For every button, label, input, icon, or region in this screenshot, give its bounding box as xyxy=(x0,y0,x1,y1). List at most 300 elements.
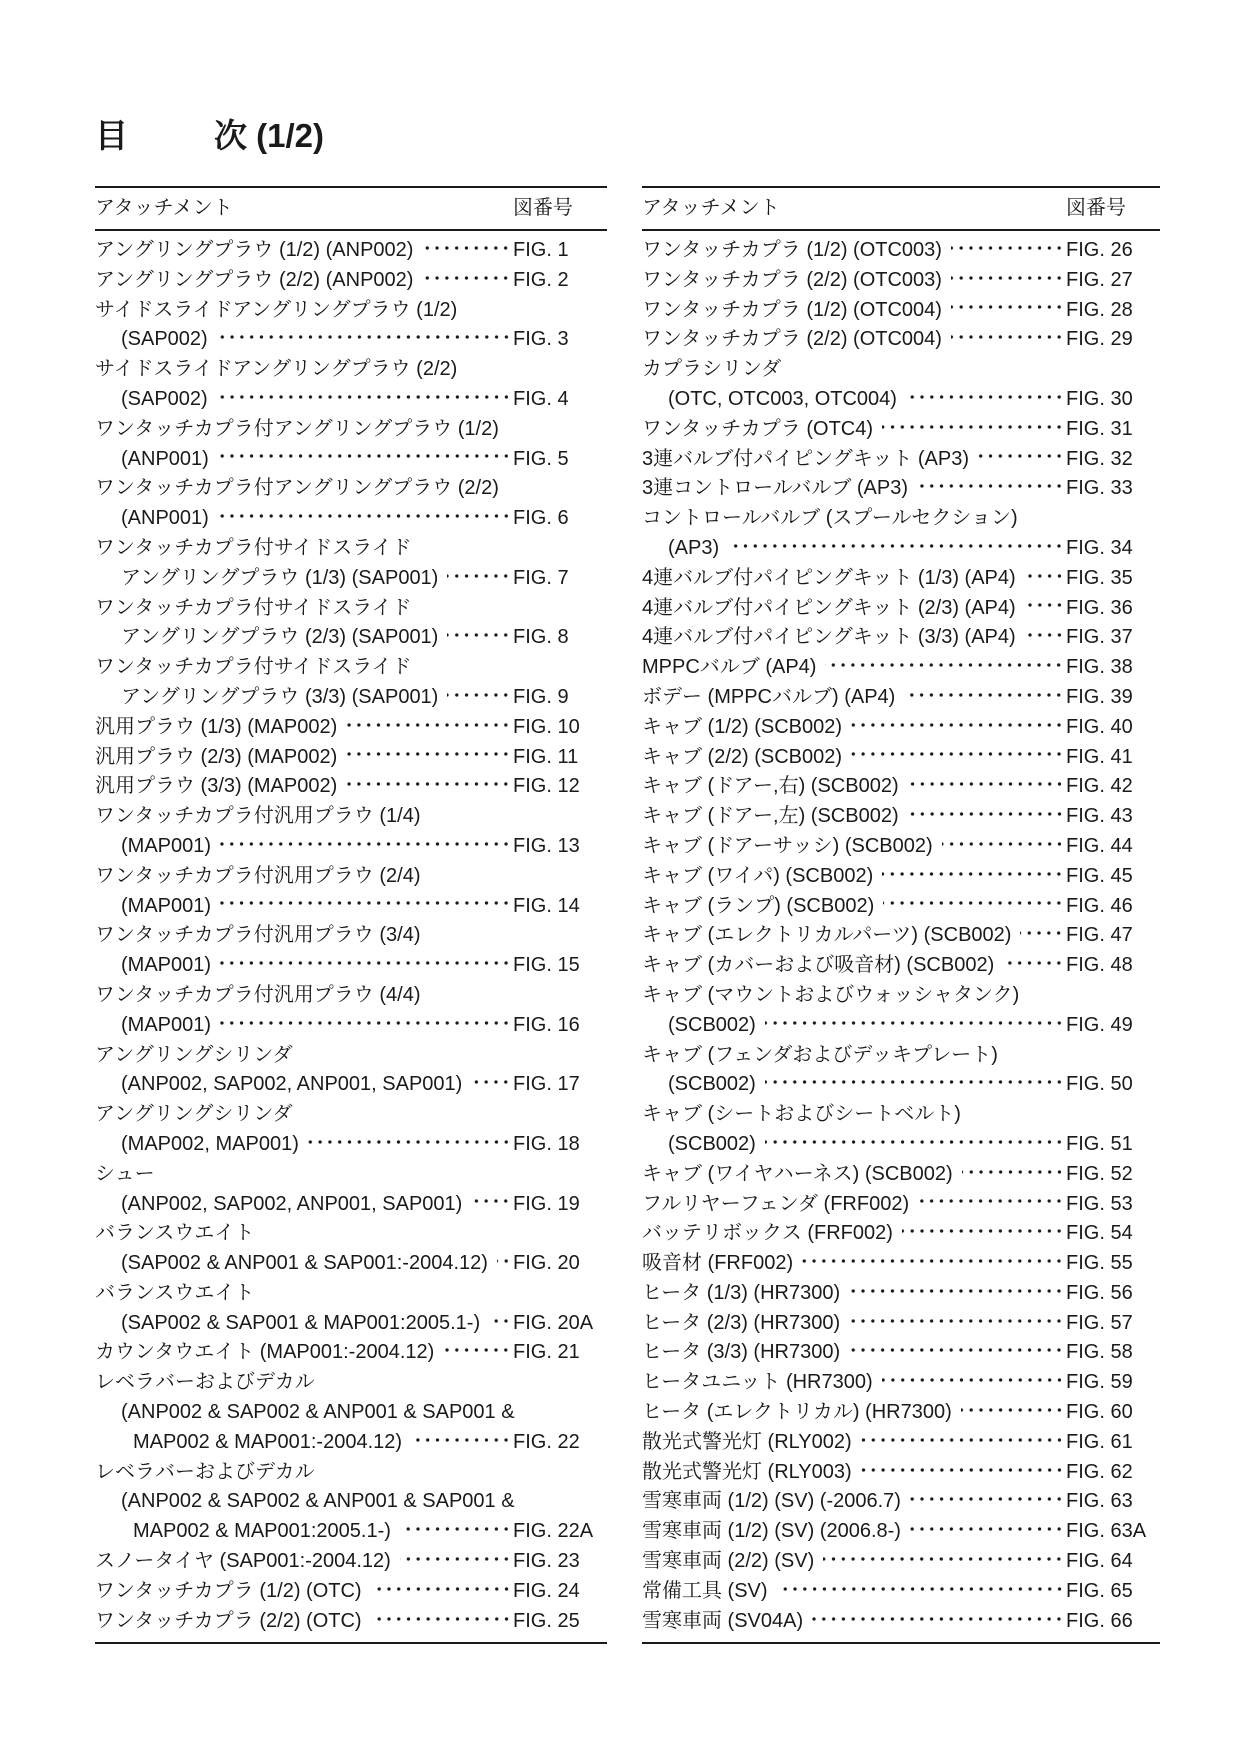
toc-entry xyxy=(642,951,1160,981)
toc-entry-line xyxy=(95,1577,607,1607)
toc-entry-line xyxy=(642,1011,1160,1041)
toc-entry-line xyxy=(642,1130,1160,1160)
toc-entry xyxy=(95,1100,607,1160)
toc-entry-line xyxy=(642,862,1160,892)
toc-entry-line xyxy=(642,653,1160,683)
fig-number: FIG. 38 xyxy=(1066,656,1133,679)
dot-leader xyxy=(447,693,511,697)
toc-entry-line xyxy=(95,743,607,773)
toc-entry-line xyxy=(642,683,1160,713)
entry-text: ワンタッチカプラ付汎用プラウ (2/4) xyxy=(95,864,421,887)
toc-entry-line xyxy=(642,1517,1160,1547)
entry-text: (ANP002 & SAP002 & ANP001 & SAP001 & xyxy=(121,1401,515,1424)
toc-entry-line xyxy=(95,862,607,892)
fig-number: FIG. 21 xyxy=(513,1341,580,1364)
fig-number: FIG. 29 xyxy=(1066,328,1133,351)
toc-entry xyxy=(95,921,607,981)
dot-leader xyxy=(471,1080,511,1084)
toc-entry xyxy=(642,445,1160,475)
toc-entry-line xyxy=(95,1041,607,1071)
entry-text: (SCB002) xyxy=(668,1132,756,1155)
toc-entry-line xyxy=(95,1219,607,1249)
toc-entry-line xyxy=(95,355,607,385)
entry-text: アングリングプラウ (1/2) (ANP002) xyxy=(95,239,414,261)
fig-number: FIG. 46 xyxy=(1066,894,1133,917)
entry-text: (ANP001) xyxy=(121,507,209,530)
toc-entry-line xyxy=(642,236,1160,266)
fig-number: FIG. 62 xyxy=(1066,1460,1133,1483)
entry-text: キャブ (1/2) (SCB002) xyxy=(642,715,843,738)
entry-text: ワンタッチカプラ付アングリングプラウ (1/2) xyxy=(95,417,499,440)
entry-text: (SAP002 & ANP001 & SAP001:-2004.12) xyxy=(121,1252,488,1275)
dot-leader xyxy=(823,1557,1064,1561)
dot-leader xyxy=(220,842,511,846)
entry-text: (MAP001) xyxy=(121,954,212,977)
entry-text: 吸音材 (FRF002) xyxy=(642,1252,794,1275)
toc-entry xyxy=(642,1100,1160,1160)
entry-text: (OTC, OTC003, OTC004) xyxy=(668,387,897,410)
toc-entry xyxy=(642,832,1160,862)
entry-text: アングリングプラウ (3/3) (SAP001) xyxy=(121,685,439,708)
entry-text: キャブ (シートおよびシートベルト) xyxy=(642,1103,961,1126)
toc-entry-line xyxy=(95,1547,607,1577)
dot-leader xyxy=(777,1587,1064,1591)
toc-entry xyxy=(642,892,1160,922)
toc-entry xyxy=(95,236,607,266)
dot-leader xyxy=(1025,574,1064,578)
toc-entry xyxy=(642,594,1160,624)
entry-text: (ANP002, SAP002, ANP001, SAP001) xyxy=(121,1192,463,1215)
toc-entry-line xyxy=(95,1249,607,1279)
entry-text: (SAP002) xyxy=(121,328,208,351)
dot-leader xyxy=(910,1527,1064,1531)
entry-text: キャブ (ドアー,右) (SCB002) xyxy=(642,775,899,798)
toc-entry xyxy=(642,474,1160,504)
toc-entry-line xyxy=(95,1428,607,1458)
fig-number: FIG. 59 xyxy=(1066,1371,1133,1394)
fig-number: FIG. 14 xyxy=(513,894,580,917)
dot-leader xyxy=(471,1199,511,1203)
entry-text: (AP3) xyxy=(668,536,720,559)
entry-text: ワンタッチカプラ (2/2) (OTC004) xyxy=(642,328,942,351)
toc-entry xyxy=(642,1190,1160,1220)
dot-leader xyxy=(849,1289,1064,1293)
dot-leader xyxy=(765,1080,1064,1084)
toc-entry-line xyxy=(642,921,1160,951)
toc-entry-line xyxy=(642,1160,1160,1190)
fig-number: FIG. 52 xyxy=(1066,1162,1133,1185)
toc-entry xyxy=(642,1279,1160,1309)
entry-text: キャブ (ワイパ) (SCB002) xyxy=(642,864,874,887)
dot-leader xyxy=(951,305,1064,309)
fig-number: FIG. 41 xyxy=(1066,745,1133,768)
entry-text: 雪寒車両 (SV04A) xyxy=(642,1609,804,1632)
fig-number: FIG. 55 xyxy=(1066,1252,1133,1275)
fig-number: FIG. 23 xyxy=(513,1550,580,1573)
toc-entry-line xyxy=(642,1428,1160,1458)
fig-number: FIG. 36 xyxy=(1066,596,1133,619)
entry-text: 雪寒車両 (2/2) (SV) xyxy=(642,1550,815,1573)
dot-leader xyxy=(346,752,511,756)
entry-text: ワンタッチカプラ (1/2) (OTC004) xyxy=(642,298,942,321)
toc-entry-line xyxy=(642,1041,1160,1071)
dot-leader xyxy=(904,693,1064,697)
toc-column-right xyxy=(642,186,1160,1644)
toc-entry-line xyxy=(642,1279,1160,1309)
toc-entry xyxy=(95,296,607,356)
fig-number: FIG. 26 xyxy=(1066,239,1133,261)
entry-text: ワンタッチカプラ付アングリングプラウ (2/2) xyxy=(95,477,499,500)
fig-number: FIG. 10 xyxy=(513,715,580,738)
toc-entry-line xyxy=(642,951,1160,981)
toc-entry-line xyxy=(642,385,1160,415)
dot-leader xyxy=(400,1557,511,1561)
toc-entry-line xyxy=(95,445,607,475)
entry-text: (MAP001) xyxy=(121,834,212,857)
entry-text: 散光式警光灯 (RLY003) xyxy=(642,1460,852,1483)
fig-number: FIG. 42 xyxy=(1066,775,1133,798)
entry-text: サイドスライドアングリングプラウ (2/2) xyxy=(95,358,458,381)
dot-leader xyxy=(812,1617,1064,1621)
entry-text: アングリングプラウ (1/3) (SAP001) xyxy=(121,566,439,589)
entry-text: 雪寒車両 (1/2) (SV) (2006.8-) xyxy=(642,1520,901,1543)
toc-entry xyxy=(95,981,607,1041)
toc-entry xyxy=(642,862,1160,892)
dot-leader xyxy=(346,723,511,727)
toc-entry xyxy=(95,1219,607,1279)
toc-entry xyxy=(642,1428,1160,1458)
entry-text: アングリングプラウ (2/3) (SAP001) xyxy=(121,626,439,649)
entry-text: アングリングシリンダ xyxy=(95,1103,293,1126)
entry-text: キャブ (2/2) (SCB002) xyxy=(642,745,843,768)
entry-text: 3連バルブ付パイピングキット (AP3) xyxy=(642,447,970,470)
entry-text: キャブ (フェンダおよびデッキプレート) xyxy=(642,1043,998,1066)
dot-leader xyxy=(443,1348,511,1352)
entry-text: ワンタッチカプラ付汎用プラウ (1/4) xyxy=(95,805,421,828)
toc-entry xyxy=(642,623,1160,653)
fig-number: FIG. 35 xyxy=(1066,566,1133,589)
toc-entry xyxy=(642,504,1160,564)
entry-text: ヒータ (3/3) (HR7300) xyxy=(642,1341,841,1364)
toc-entry xyxy=(642,1338,1160,1368)
toc-entry-line xyxy=(95,892,607,922)
fig-number: FIG. 4 xyxy=(513,387,569,410)
dot-leader xyxy=(1025,633,1064,637)
entry-text: バランスウエイト xyxy=(95,1281,255,1304)
dot-leader xyxy=(849,1348,1064,1352)
dot-leader xyxy=(217,395,511,399)
dot-leader xyxy=(951,276,1064,280)
entry-text: キャブ (ドアー,左) (SCB002) xyxy=(642,805,899,828)
fig-number: FIG. 48 xyxy=(1066,954,1133,977)
dot-leader xyxy=(951,246,1064,250)
toc-entry-line xyxy=(95,1368,607,1398)
toc-entry-line xyxy=(642,1458,1160,1488)
dot-leader xyxy=(825,663,1064,667)
toc-entry-line xyxy=(642,1249,1160,1279)
entry-text: MAP002 & MAP001:-2004.12) xyxy=(133,1430,403,1453)
fig-number: FIG. 20A xyxy=(513,1311,594,1334)
entry-text: (SCB002) xyxy=(668,1073,756,1096)
column-header xyxy=(642,188,1160,231)
toc-entry-line xyxy=(642,534,1160,564)
toc-entry xyxy=(95,355,607,415)
toc-entry-line xyxy=(642,1309,1160,1339)
toc-entry xyxy=(95,743,607,773)
entry-text: バランスウエイト xyxy=(95,1222,255,1245)
dot-leader xyxy=(951,335,1064,339)
fig-number: FIG. 56 xyxy=(1066,1281,1133,1304)
toc-entry-line xyxy=(95,713,607,743)
toc-entry-line xyxy=(95,236,607,266)
toc-entry-line xyxy=(95,1309,607,1339)
toc-entry xyxy=(95,1279,607,1339)
entry-text: ヒータ (エレクトリカル) (HR7300) xyxy=(642,1401,952,1424)
toc-entry xyxy=(95,862,607,922)
fig-number: FIG. 60 xyxy=(1066,1401,1133,1424)
fig-number: FIG. 17 xyxy=(513,1073,580,1096)
toc-entry-line xyxy=(95,772,607,802)
fig-number: FIG. 31 xyxy=(1066,417,1133,440)
toc-entry xyxy=(95,534,607,594)
entry-text: キャブ (ドアーサッシ) (SCB002) xyxy=(642,834,933,857)
entry-text: ヒータ (2/3) (HR7300) xyxy=(642,1311,841,1334)
dot-leader xyxy=(917,484,1064,488)
toc-entry-line xyxy=(642,832,1160,862)
fig-number: FIG. 58 xyxy=(1066,1341,1133,1364)
toc-entry-line xyxy=(95,1011,607,1041)
entry-text: (SCB002) xyxy=(668,1013,756,1036)
entry-text: ワンタッチカプラ (2/2) (OTC003) xyxy=(642,268,942,291)
fig-number: FIG. 64 xyxy=(1066,1550,1133,1573)
fig-number: FIG. 11 xyxy=(513,745,579,768)
toc-entry xyxy=(642,1547,1160,1577)
dot-leader xyxy=(220,961,511,965)
page-title-ji: 次 (1/2) xyxy=(214,117,325,154)
entry-text: 汎用プラウ (1/3) (MAP002) xyxy=(95,715,338,738)
column-header-fig-number: 図番号 xyxy=(513,197,573,219)
toc-entry-line xyxy=(642,1487,1160,1517)
dot-leader xyxy=(220,901,511,905)
fig-number: FIG. 33 xyxy=(1066,477,1133,500)
dot-leader xyxy=(962,1170,1064,1174)
dot-leader xyxy=(1025,603,1064,607)
toc-entry-line xyxy=(642,713,1160,743)
toc-entry xyxy=(95,1160,607,1220)
entry-text: (ANP002 & SAP002 & ANP001 & SAP001 & xyxy=(121,1490,515,1513)
dot-leader xyxy=(447,633,511,637)
entry-text: 4連バルブ付パイピングキット (2/3) (AP4) xyxy=(642,596,1016,619)
toc-entry-line xyxy=(642,892,1160,922)
toc-entry-line xyxy=(95,832,607,862)
entry-text: ヒータユニット (HR7300) xyxy=(642,1371,873,1394)
toc-entry xyxy=(95,1338,607,1368)
fig-number: FIG. 34 xyxy=(1066,536,1133,559)
fig-number: FIG. 65 xyxy=(1066,1579,1133,1602)
toc-entry xyxy=(642,683,1160,713)
toc-entry-line xyxy=(642,355,1160,385)
entry-list xyxy=(95,231,607,1642)
dot-leader xyxy=(883,901,1064,905)
toc-entry-line xyxy=(95,1190,607,1220)
toc-entry xyxy=(642,1249,1160,1279)
toc-entry xyxy=(95,772,607,802)
fig-number: FIG. 28 xyxy=(1066,298,1133,321)
dot-leader xyxy=(346,782,511,786)
entry-text: サイドスライドアングリングプラウ (1/2) xyxy=(95,298,458,321)
toc-entry xyxy=(95,1041,607,1101)
toc-entry xyxy=(95,1577,607,1607)
dot-leader xyxy=(308,1140,511,1144)
toc-entry xyxy=(642,743,1160,773)
toc-entry xyxy=(95,802,607,862)
fig-number: FIG. 51 xyxy=(1066,1132,1133,1155)
toc-entry xyxy=(642,236,1160,266)
entry-text: ワンタッチカプラ付サイドスライド xyxy=(95,536,412,559)
toc-entry-line xyxy=(95,1160,607,1190)
toc-entry-line xyxy=(642,772,1160,802)
toc-entry-line xyxy=(642,981,1160,1011)
toc-entry-line xyxy=(642,594,1160,624)
toc-entry-line xyxy=(642,325,1160,355)
toc-entry-line xyxy=(95,594,607,624)
fig-number: FIG. 5 xyxy=(513,447,569,470)
entry-text: シュー xyxy=(95,1162,155,1185)
fig-number: FIG. 40 xyxy=(1066,715,1133,738)
dot-leader xyxy=(497,1259,511,1263)
toc-entry xyxy=(642,266,1160,296)
dot-leader xyxy=(861,1468,1064,1472)
toc-entry-line xyxy=(95,266,607,296)
dot-leader xyxy=(908,812,1064,816)
toc-entry-line xyxy=(95,981,607,1011)
fig-number: FIG. 6 xyxy=(513,507,569,530)
toc-entry-line xyxy=(642,474,1160,504)
dot-leader xyxy=(942,842,1064,846)
dot-leader xyxy=(961,1408,1064,1412)
toc-entry xyxy=(642,325,1160,355)
entry-text: バッテリボックス (FRF002) xyxy=(642,1222,893,1245)
toc-entry-line xyxy=(95,1100,607,1130)
toc-entry-line xyxy=(642,1070,1160,1100)
toc-entry-line xyxy=(642,296,1160,326)
toc-entry xyxy=(642,1607,1160,1637)
fig-number: FIG. 7 xyxy=(513,566,569,589)
entry-text: フルリヤーフェンダ (FRF002) xyxy=(642,1192,910,1215)
dot-leader xyxy=(765,1021,1064,1025)
entry-text: 3連コントロールバルブ (AP3) xyxy=(642,477,909,500)
toc-entry-line xyxy=(642,445,1160,475)
column-header xyxy=(95,188,607,231)
entry-text: コントロールバルブ (スプールセクション) xyxy=(642,507,1018,530)
entry-text: (MAP001) xyxy=(121,1013,212,1036)
toc-entry-line xyxy=(95,1398,607,1428)
dot-leader xyxy=(218,514,511,518)
dot-leader xyxy=(882,1378,1064,1382)
entry-text: ワンタッチカプラ (1/2) (OTC) xyxy=(95,1579,362,1602)
toc-entry xyxy=(642,1160,1160,1190)
dot-leader xyxy=(765,1140,1064,1144)
toc-entry-line xyxy=(95,623,607,653)
toc-columns xyxy=(95,186,1160,1644)
toc-entry-line xyxy=(642,415,1160,445)
entry-text: ワンタッチカプラ (1/2) (OTC003) xyxy=(642,239,942,261)
fig-number: FIG. 63 xyxy=(1066,1490,1133,1513)
entry-text: 雪寒車両 (1/2) (SV) (-2006.7) xyxy=(642,1490,901,1513)
fig-number: FIG. 44 xyxy=(1066,834,1133,857)
toc-entry xyxy=(642,1041,1160,1101)
entry-text: カプラシリンダ xyxy=(642,358,782,381)
fig-number: FIG. 24 xyxy=(513,1579,580,1602)
toc-entry xyxy=(642,1458,1160,1488)
toc-entry xyxy=(642,1368,1160,1398)
fig-number: FIG. 19 xyxy=(513,1192,580,1215)
dot-leader xyxy=(906,395,1064,399)
fig-number: FIG. 1 xyxy=(513,239,569,261)
fig-number: FIG. 15 xyxy=(513,954,580,977)
dot-leader xyxy=(217,335,511,339)
fig-number: FIG. 45 xyxy=(1066,864,1133,887)
toc-entry-line xyxy=(95,921,607,951)
toc-entry xyxy=(642,1219,1160,1249)
toc-entry-line xyxy=(642,1607,1160,1637)
dot-leader xyxy=(910,1497,1064,1501)
toc-entry xyxy=(95,1458,607,1547)
toc-entry xyxy=(642,921,1160,951)
dot-leader xyxy=(849,1319,1064,1323)
toc-entry-line xyxy=(95,415,607,445)
fig-number: FIG. 25 xyxy=(513,1609,580,1632)
fig-number: FIG. 27 xyxy=(1066,268,1133,291)
page-title xyxy=(95,116,324,156)
toc-entry xyxy=(642,564,1160,594)
toc-entry xyxy=(642,1577,1160,1607)
entry-text: キャブ (ワイヤハーネス) (SCB002) xyxy=(642,1162,953,1185)
fig-number: FIG. 49 xyxy=(1066,1013,1133,1036)
dot-leader xyxy=(422,246,511,250)
dot-leader xyxy=(371,1617,511,1621)
entry-text: ワンタッチカプラ (2/2) (OTC) xyxy=(95,1609,362,1632)
toc-entry-line xyxy=(95,1458,607,1488)
column-header-fig-number: 図番号 xyxy=(1066,197,1126,219)
column-header-attachment: アタッチメント xyxy=(95,197,233,219)
toc-entry-line xyxy=(95,683,607,713)
toc-entry xyxy=(642,713,1160,743)
entry-text: キャブ (ランプ) (SCB002) xyxy=(642,894,875,917)
fig-number: FIG. 50 xyxy=(1066,1073,1133,1096)
entry-text: レベラバーおよびデカル xyxy=(95,1460,315,1483)
dot-leader xyxy=(220,1021,511,1025)
toc-entry xyxy=(642,981,1160,1041)
entry-text: (ANP001) xyxy=(121,447,209,470)
dot-leader xyxy=(882,425,1064,429)
fig-number: FIG. 16 xyxy=(513,1013,580,1036)
entry-text: (MAP001) xyxy=(121,894,212,917)
toc-entry-line xyxy=(95,474,607,504)
toc-entry xyxy=(642,355,1160,415)
dot-leader xyxy=(371,1587,511,1591)
toc-entry-line xyxy=(95,1517,607,1547)
dot-leader xyxy=(447,574,511,578)
entry-text: ヒータ (1/3) (HR7300) xyxy=(642,1281,841,1304)
toc-entry-line xyxy=(95,1070,607,1100)
toc-entry-line xyxy=(642,504,1160,534)
entry-text: キャブ (エレクトリカルパーツ) (SCB002) xyxy=(642,924,1012,947)
toc-entry xyxy=(95,713,607,743)
toc-entry xyxy=(95,474,607,534)
toc-entry xyxy=(642,772,1160,802)
entry-text: (SAP002 & SAP001 & MAP001:2005.1-) xyxy=(121,1311,481,1334)
